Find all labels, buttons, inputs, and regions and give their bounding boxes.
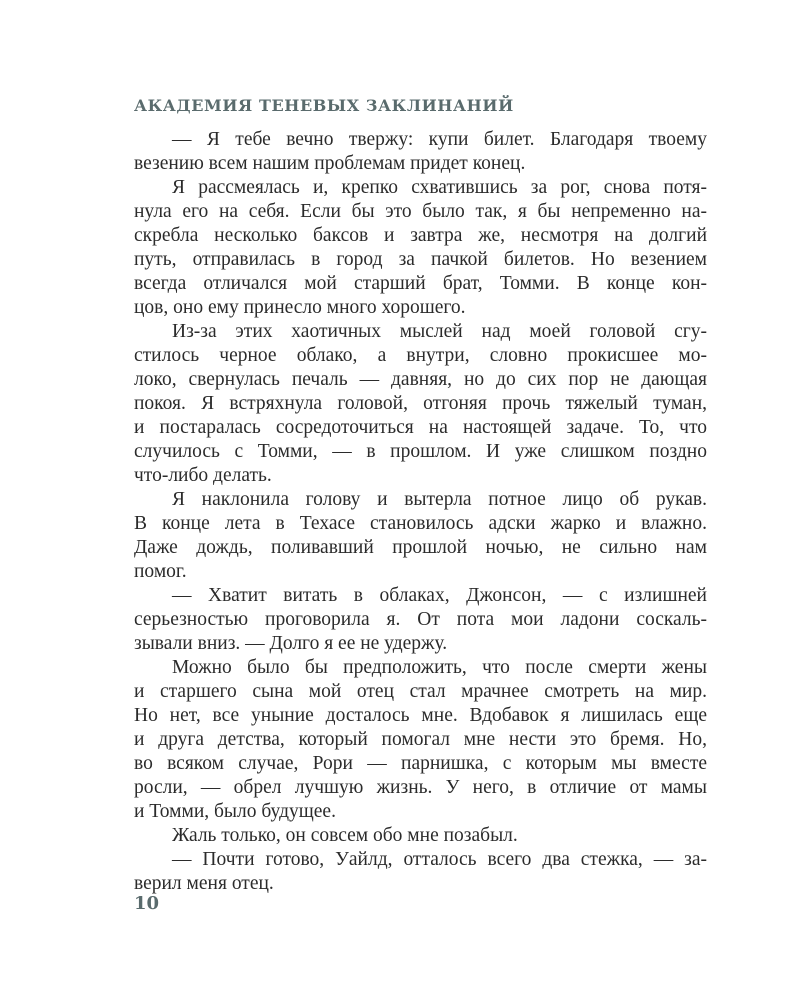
- text-line: Даже дождь, поливавший прошлой ночью, не сильно нам: [134, 537, 707, 558]
- text-line: Я рассмеялась и, крепко схватившись за рог, снова потя-: [172, 177, 707, 198]
- text-line: — Я тебе вечно твержу: купи билет. Благодаря твоему: [172, 129, 707, 150]
- text-line: случилось с Томми, — в прошлом. И уже слишком поздно: [134, 441, 707, 462]
- text-line: нула его на себя. Если бы это было так, я бы непременно на-: [134, 201, 707, 222]
- text-line: — Хватит витать в облаках, Джонсон, — с излишней: [172, 585, 707, 606]
- text-line: — Почти готово, Уайлд, отталось всего два стежка, — за-: [172, 849, 707, 870]
- text-line: помог.: [134, 561, 187, 582]
- text-line: Я наклонила голову и вытерла потное лицо об рукав.: [172, 489, 707, 510]
- page-number: 10: [134, 893, 160, 914]
- text-line: и друга детства, который помогал мне нести это бремя. Но,: [134, 729, 707, 750]
- text-line: Можно было бы предположить, что после смерти жены: [172, 657, 707, 678]
- text-line: цов, оно ему принесло много хорошего.: [134, 297, 466, 318]
- text-line: Из-за этих хаотичных мыслей над моей головой сгу-: [172, 321, 707, 342]
- text-line: верил меня отец.: [134, 873, 274, 894]
- text-line: покоя. Я встряхнула головой, отгоняя прочь тяжелый туман,: [134, 393, 707, 414]
- text-line: зывали вниз. — Долго я ее не удержу.: [134, 633, 448, 654]
- body-text: [134, 128, 707, 896]
- text-line: во всяком случае, Рори — парнишка, с которым мы вместе: [134, 753, 707, 774]
- text-line: локо, свернулась печаль — давняя, но до сих пор не дающая: [134, 369, 707, 390]
- text-line: везению всем нашим проблемам придет конец.: [134, 153, 526, 174]
- text-line: путь, отправилась в город за пачкой билетов. Но везением: [134, 249, 707, 270]
- text-line: скребла несколько баксов и завтра же, несмотря на долгий: [134, 225, 707, 246]
- text-line: Жаль только, он совсем обо мне позабыл.: [172, 825, 518, 846]
- text-line: В конце лета в Техасе становилось адски жарко и влажно.: [134, 513, 707, 534]
- running-header: АКАДЕМИЯ ТЕНЕВЫХ ЗАКЛИНАНИЙ: [134, 96, 514, 115]
- text-line: и постаралась сосредоточиться на настоящей задаче. То, что: [134, 417, 707, 438]
- text-line: Но нет, все уныние досталось мне. Вдобавок я лишилась еще: [134, 705, 707, 726]
- text-line: всегда отличался мой старший брат, Томми. В конце кон-: [134, 273, 707, 294]
- text-line: и старшего сына мой отец стал мрачнее смотреть на мир.: [134, 681, 707, 702]
- text-line: стилось черное облако, а внутри, словно прокисшее мо-: [134, 345, 707, 366]
- text-line: что-либо делать.: [134, 465, 272, 486]
- text-line: росли, — обрел лучшую жизнь. У него, в отличие от мамы: [134, 777, 707, 798]
- text-line: серьезностью проговорила я. От пота мои ладони соскаль-: [134, 609, 707, 630]
- text-line: и Томми, было будущее.: [134, 801, 336, 822]
